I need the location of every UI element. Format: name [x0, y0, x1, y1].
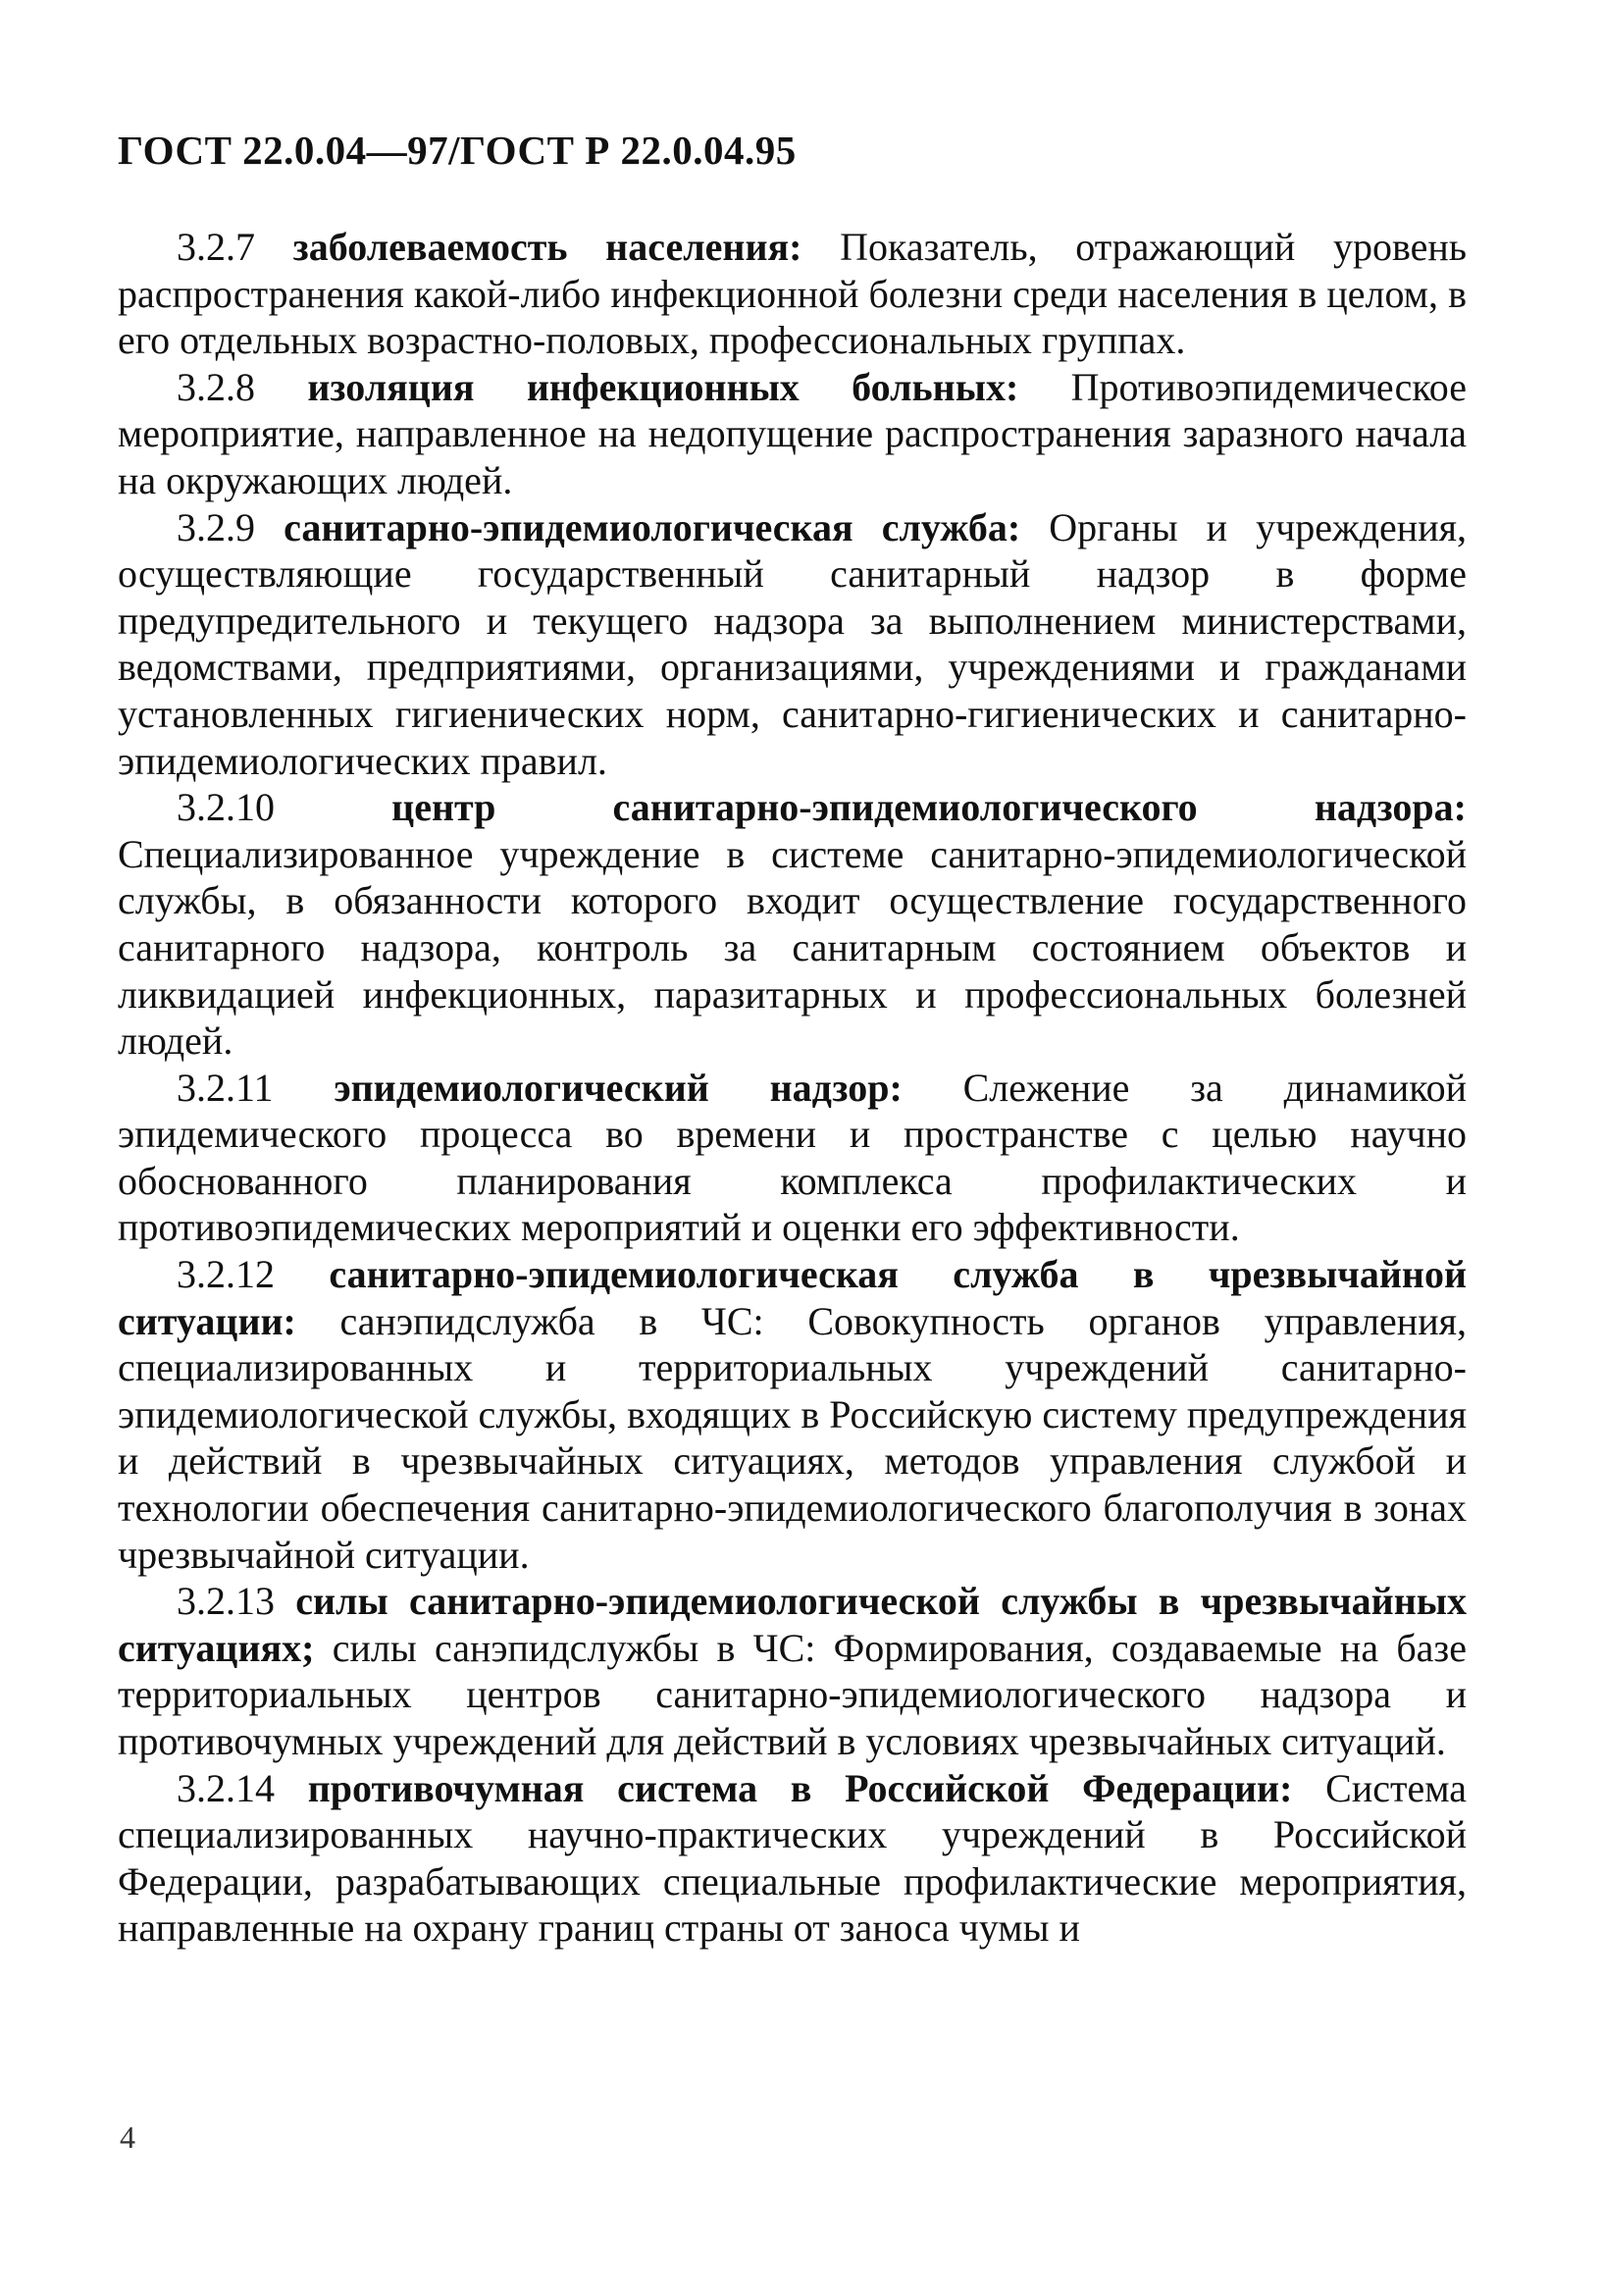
item-term: центр санитарно-эпидемиологического надзора: [391, 785, 1467, 830]
item-term: силы санитарно-эпидемиологической службы в чрезвычайных ситуациях; [118, 1579, 1468, 1670]
item-term: противочумная система в Российской Федерации: [307, 1765, 1293, 1810]
item-number: 3.2.9 [177, 504, 255, 549]
definition-3-2-7 [118, 224, 1467, 364]
item-definition: Специализированное учреждение в системе санитарно-эпидемиологической службы, в обязанности которого входит осуществление государственного санитарного надзора, контроль за санитарным состоянием объектов и ликвидацией инфекционных, паразитарных и профессиональных болезней людей. [118, 831, 1467, 1064]
item-number: 3.2.13 [177, 1579, 275, 1624]
definition-3-2-12 [118, 1251, 1467, 1578]
item-definition: Показатель, отражающий уровень распространения какой-либо инфекционной болезни среди населения в целом, в его отдельных возрастно-половых, профессиональных группах. [118, 225, 1468, 363]
document-header: ГОСТ 22.0.04—97/ГОСТ Р 22.0.04.95 [118, 128, 797, 173]
item-number: 3.2.8 [177, 364, 255, 409]
definition-3-2-14 [118, 1765, 1467, 1952]
definition-3-2-13 [118, 1578, 1467, 1764]
item-number: 3.2.12 [177, 1252, 275, 1297]
definition-3-2-11 [118, 1065, 1467, 1251]
item-number: 3.2.10 [177, 785, 275, 830]
document-body [118, 224, 1467, 1952]
item-term: эпидемиологический надзор: [334, 1065, 903, 1110]
item-number: 3.2.7 [177, 225, 255, 269]
item-definition: Система специализированных научно-практических учреждений в Российской Федерации, разрабатывающих специальные профилактические мероприятия, направленные на охрану границ страны от заноса чумы и [118, 1765, 1468, 1951]
page-number: 4 [120, 2119, 135, 2155]
item-definition: Слежение за динамикой эпидемического процесса во времени и пространстве с целью научно обоснованного планирования комплекса профилактических и противоэпидемических мероприятий и оценки его эффективности. [118, 1065, 1468, 1250]
item-number: 3.2.11 [177, 1065, 274, 1110]
definition-3-2-9 [118, 504, 1467, 785]
item-term: заболеваемость населения: [292, 225, 802, 269]
item-term: изоляция инфекционных больных: [307, 364, 1019, 409]
item-number: 3.2.14 [177, 1765, 275, 1810]
item-term: санитарно-эпидемиологическая служба в чрезвычайной ситуации: [118, 1252, 1468, 1343]
item-definition: Противоэпидемическое мероприятие, направленное на недопущение распространения заразного начала на окружающих людей. [118, 364, 1468, 502]
item-definition: силы санэпидслужбы в ЧС: Формирования, создаваемые на базе территориальных центров санитарно-эпидемиологического надзора и противочумных учреждений для действий в условиях чрезвычайных ситуаций. [118, 1625, 1467, 1763]
item-definition: санэпидслужба в ЧС: Совокупность органов управления, специализированных и территориальных учреждений санитарно-эпидемиологической службы, входящих в Российскую систему предупреждения и действий в чрезвычайных ситуациях, методов управления службой и технологии обеспечения санитарно-эпидемиологического благополучия в зонах чрезвычайной ситуации. [118, 1298, 1468, 1577]
definition-3-2-8 [118, 364, 1467, 504]
item-definition: Органы и учреждения, осуществляющие государственный санитарный надзор в форме предупредительного и текущего надзора за выполнением министерствами, ведомствами, предприятиями, организациями, учреждениями и гражданами установленных гигиенических норм, санитарно-гигиенических и санитарно-эпидемиологических правил. [118, 504, 1468, 783]
definition-3-2-10 [118, 784, 1467, 1065]
item-term: санитарно-эпидемиологическая служба: [284, 504, 1021, 549]
